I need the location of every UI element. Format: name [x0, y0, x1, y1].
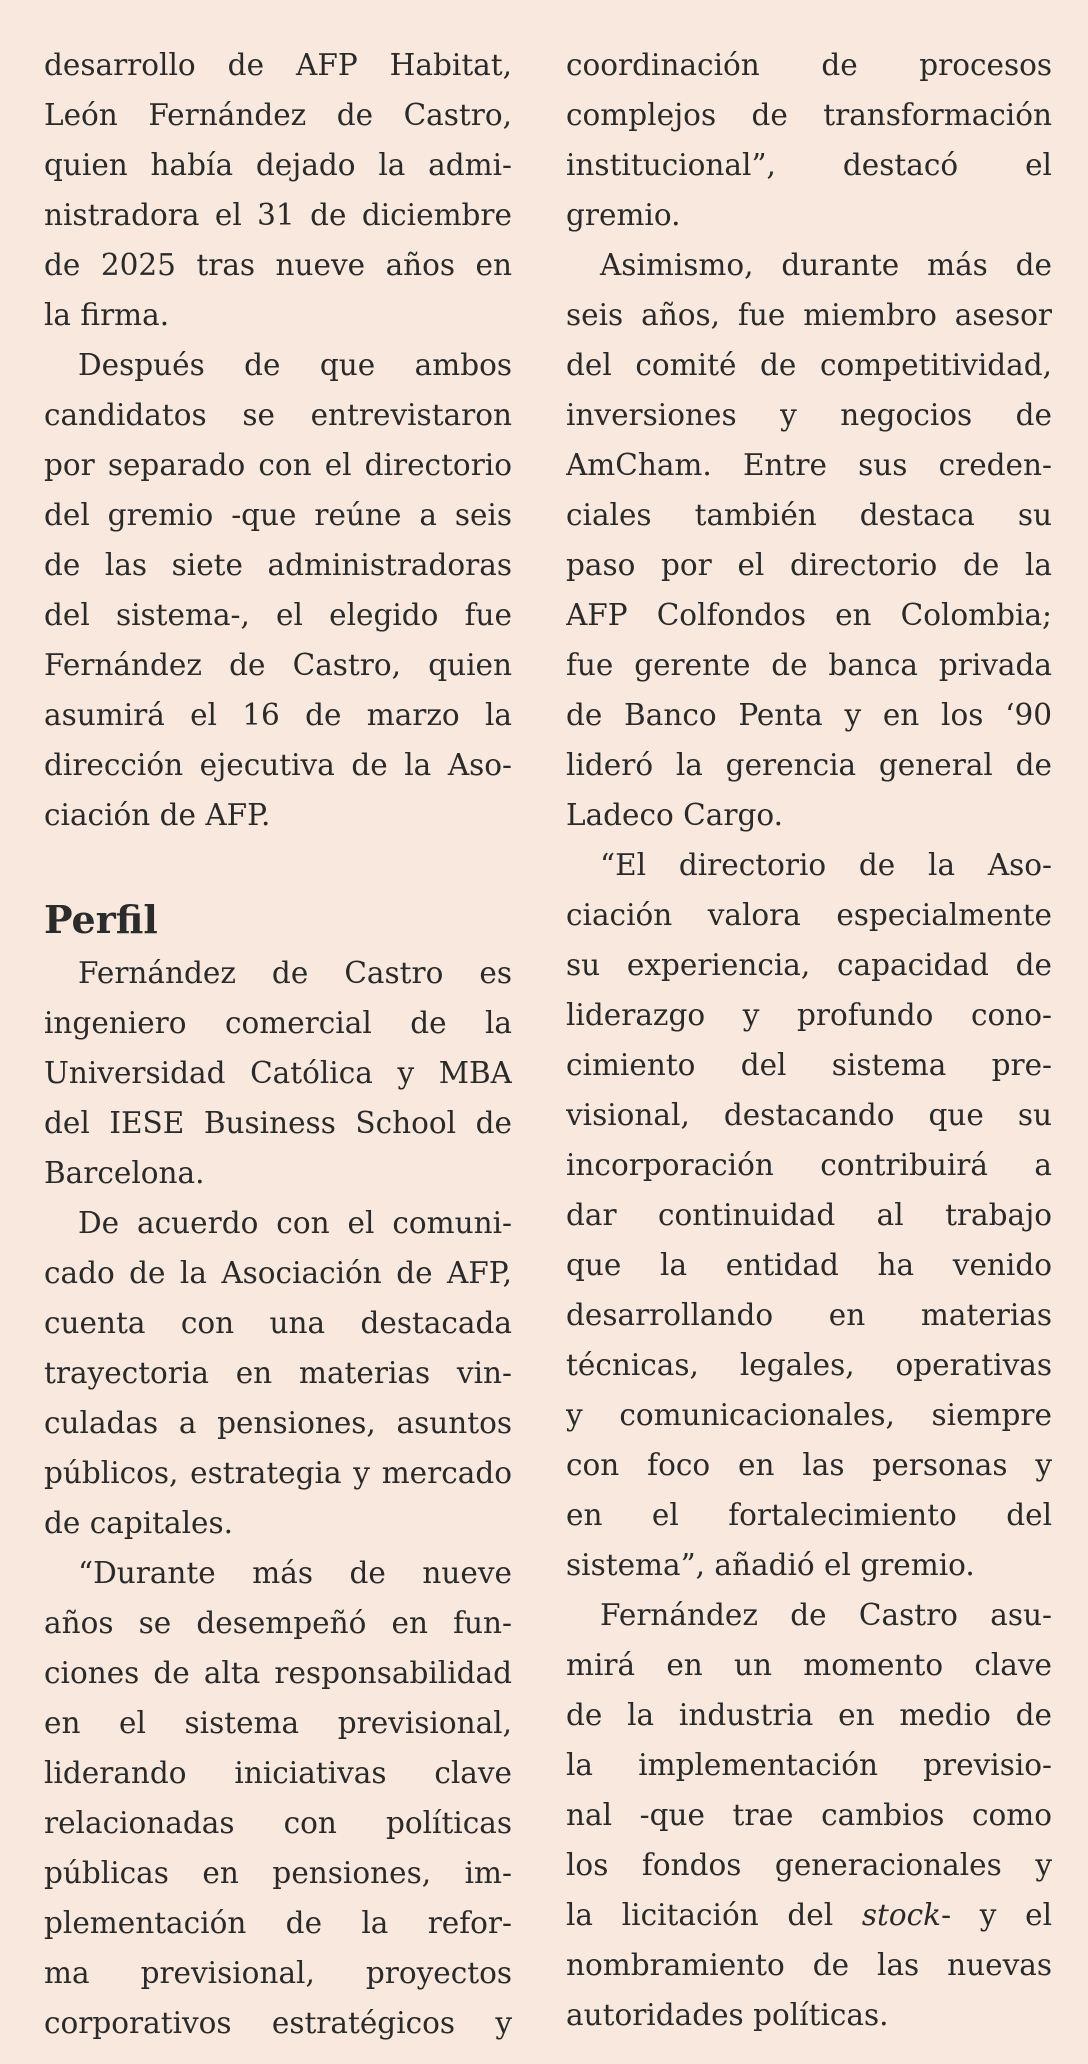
text-line: Universidad Católica y MBA	[44, 1056, 512, 1090]
text-line: ma previsional, proyectos	[44, 1956, 512, 1990]
text-line: desarrollo de AFP Habitat,	[44, 48, 512, 82]
text-line: nal -que trae cambios como	[566, 1798, 1052, 1832]
text-line: dar continuidad al trabajo	[566, 1198, 1052, 1232]
text-line: los fondos generacionales y	[566, 1848, 1052, 1882]
text-line: con foco en las personas y	[566, 1448, 1052, 1482]
text-line: desarrollando en materias	[566, 1298, 1052, 1332]
text-line: AmCham. Entre sus creden-	[566, 448, 1052, 482]
text-line: gremio.	[566, 198, 681, 232]
paragraph	[566, 240, 1052, 840]
text-line: plementación de la refor-	[44, 1906, 512, 1940]
text-segment: la licitación del	[566, 1898, 862, 1932]
text-line: coordinación de procesos	[566, 48, 1052, 82]
text-line: León Fernández de Castro,	[44, 98, 512, 132]
text-line: su experiencia, capacidad de	[566, 948, 1052, 982]
text-line: ciones de alta responsabilidad	[44, 1656, 512, 1690]
text-line: sistema”, añadió el gremio.	[566, 1548, 975, 1582]
text-line: “Durante más de nueve	[78, 1556, 512, 1590]
text-line: De acuerdo con el comuni-	[78, 1206, 512, 1240]
text-line: de 2025 tras nueve años en	[44, 248, 512, 282]
text-line: autoridades políticas.	[566, 1998, 889, 2032]
italic-word: stock	[861, 1898, 942, 1932]
text-line: quien había dejado la admi-	[44, 148, 512, 182]
right-column	[566, 40, 1052, 2064]
text-line: del IESE Business School de	[44, 1106, 512, 1140]
text-line: dirección ejecutiva de la Aso-	[44, 748, 512, 782]
text-line: de capitales.	[44, 1506, 233, 1540]
text-line: cado de la Asociación de AFP,	[44, 1256, 512, 1290]
text-line: Fernández de Castro, quien	[44, 648, 512, 682]
text-line: del sistema-, el elegido fue	[44, 598, 512, 632]
paragraph	[44, 340, 512, 840]
text-line: trayectoria en materias vin-	[44, 1356, 512, 1390]
text-line: institucional”, destacó el	[566, 148, 1052, 182]
text-line: relacionadas con políticas	[44, 1806, 512, 1840]
text-line: que la entidad ha venido	[566, 1248, 1052, 1282]
text-line: Fernández de Castro asu-	[600, 1598, 1052, 1632]
text-line: y comunicacionales, siempre	[566, 1398, 1052, 1432]
text-line: del gremio -que reúne a seis	[44, 498, 512, 532]
text-line: asumirá el 16 de marzo la	[44, 698, 512, 732]
text-line: cuenta con una destacada	[44, 1306, 512, 1340]
text-line: nistradora el 31 de diciembre	[44, 198, 512, 232]
text-line: culadas a pensiones, asuntos	[44, 1406, 512, 1440]
text-line: técnicas, legales, operativas	[566, 1348, 1052, 1382]
text-line: la implementación previsio-	[566, 1748, 1052, 1782]
text-line: del comité de competitividad,	[566, 348, 1052, 382]
text-line: públicas en pensiones, im-	[44, 1856, 512, 1890]
text-line: Ladeco Cargo.	[566, 798, 783, 832]
text-line: por separado con el directorio	[44, 448, 512, 482]
paragraph	[44, 40, 512, 340]
text-line: la firma.	[44, 298, 170, 332]
text-line: seis años, fue miembro asesor	[566, 298, 1052, 332]
text-line: años se desempeñó en fun-	[44, 1606, 512, 1640]
text-line: ciales también destaca su	[566, 498, 1052, 532]
text-line: Después de que ambos	[78, 348, 512, 382]
text-line: lideró la gerencia general de	[566, 748, 1052, 782]
text-line: Fernández de Castro es	[78, 956, 512, 990]
text-line: Asimismo, durante más de	[600, 248, 1052, 282]
paragraph	[566, 1590, 1052, 2040]
paragraph	[566, 840, 1052, 1590]
text-line: cimiento del sistema pre-	[566, 1048, 1052, 1082]
text-line: Barcelona.	[44, 1156, 205, 1190]
text-line: de Banco Penta y en los ‘90	[566, 698, 1052, 732]
text-line: nombramiento de las nuevas	[566, 1948, 1052, 1982]
paragraph	[566, 40, 1052, 240]
text-line: ingeniero comercial de la	[44, 1006, 512, 1040]
text-line: mirá en un momento clave	[566, 1648, 1052, 1682]
text-line: en el sistema previsional,	[44, 1706, 512, 1740]
left-column	[44, 40, 512, 2064]
text-line: paso por el directorio de la	[566, 548, 1052, 582]
text-segment: - y el	[941, 1898, 1052, 1932]
text-line: candidatos se entrevistaron	[44, 398, 512, 432]
paragraph	[44, 948, 512, 1198]
text-line: liderando iniciativas clave	[44, 1756, 512, 1790]
text-line: ciación de AFP.	[44, 798, 271, 832]
text-line: fue gerente de banca privada	[566, 648, 1052, 682]
text-line: de la industria en medio de	[566, 1698, 1052, 1732]
text-line: visional, destacando que su	[566, 1098, 1052, 1132]
text-line: corporativos estratégicos y	[44, 2006, 512, 2040]
text-line: públicos, estrategia y mercado	[44, 1456, 512, 1490]
text-line: “El directorio de la Aso-	[600, 848, 1052, 882]
text-line: liderazgo y profundo cono-	[566, 998, 1052, 1032]
text-line: complejos de transformación	[566, 98, 1052, 132]
text-line: inversiones y negocios de	[566, 398, 1052, 432]
text-line: AFP Colfondos en Colombia;	[566, 598, 1052, 632]
text-line: de las siete administradoras	[44, 548, 512, 582]
paragraph	[44, 1548, 512, 2048]
text-line: incorporación contribuirá a	[566, 1148, 1052, 1182]
section-heading: Perfil	[44, 897, 158, 942]
paragraph	[44, 1198, 512, 1548]
text-line	[566, 1890, 1052, 1940]
text-line: en el fortalecimiento del	[566, 1498, 1052, 1532]
text-line: ciación valora especialmente	[566, 898, 1052, 932]
